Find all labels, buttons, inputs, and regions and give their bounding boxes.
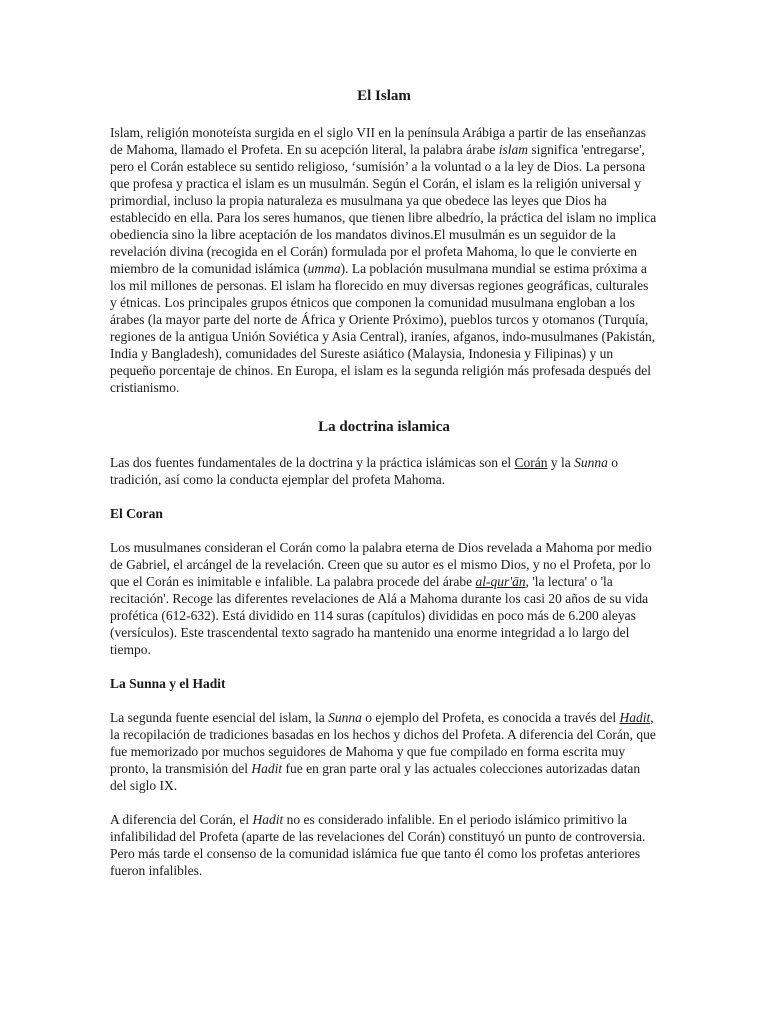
- text-run: Las dos fuentes fundamentales de la doctrina y la práctica islámicas son el: [110, 455, 515, 470]
- subsection-heading-coran: El Coran: [110, 506, 163, 521]
- text-run: La segunda fuente esencial del islam, la: [110, 710, 329, 725]
- emphasis-term: umma: [307, 261, 341, 276]
- text-run: fue en gran parte oral y las actuales colecciones autorizadas datan del siglo IX.: [110, 761, 641, 793]
- text-run: Islam, religión monoteísta surgida en el siglo VII en la península Arábiga a partir de las enseñanzas de Mahoma, llamado el Profeta. En su acepción literal, la palabra árabe: [110, 125, 646, 157]
- emphasis-term: Hadit: [251, 761, 283, 776]
- doctrina-paragraph: [110, 454, 658, 488]
- emphasis-term: Sunna: [574, 455, 608, 470]
- text-run: Los musulmanes consideran el Corán como la palabra eterna de Dios revelada a Mahoma por medio de Gabriel, el arcángel de la revelación. Creen que su autor es el mismo Dios, y no el Profeta, por lo que el Corán es inimitable e infalible. La palabra procede del árabe: [110, 540, 652, 589]
- text-run: no es considerado infalible. En el periodo islámico primitivo la infalibilidad del Profeta (aparte de las revelaciones del Corán) constituyó un punto de controversia. Pero más tarde el consenso de la comunidad islámica fue que tanto él como los profetas anteriores fueron infalibles.: [110, 812, 646, 878]
- intro-paragraph: [110, 124, 658, 396]
- text-run: o tradición, así como la conducta ejemplar del profeta Mahoma.: [110, 455, 618, 487]
- text-run: , la recopilación de tradiciones basadas en los hechos y dichos del Profeta. A diferencia del Corán, que fue memorizado por muchos seguidores de Mahoma y que fue compilado en forma escrita muy pronto, la transmisión del: [110, 710, 656, 776]
- text-run: significa 'entregarse', pero el Corán establece su sentido religioso, ‘sumisión’ a la voluntad o a la ley de Dios. La persona que profesa y practica el islam es un musulmán. Según el Corán, el islam es la religión universal y primordial, incluso la propia naturaleza es musulmana ya que obedece las leyes que Dios ha establecido en ella. Para los seres humanos, que tienen libre albedrío, la práctica del islam no implica obediencia sino la libre aceptación de los mandatos divinos.El musulmán es un seguidor de la revelación divina (recogida en el Corán) formulada por el profeta Mahoma, lo que le convierte en miembro de la comunidad islámica (: [110, 142, 657, 276]
- coran-paragraph: [110, 539, 658, 658]
- sunna-paragraph-2: [110, 811, 658, 879]
- hadit-link[interactable]: Hadit: [619, 710, 651, 725]
- page-title: El Islam: [357, 88, 411, 104]
- subsection-heading-sunna: La Sunna y el Hadit: [110, 676, 226, 691]
- coran-link[interactable]: Corán: [514, 455, 548, 470]
- emphasis-term: islam: [498, 142, 528, 157]
- text-run: , 'la lectura' o 'la recitación'. Recoge las diferentes revelaciones de Alá a Mahoma durante los casi 20 años de su vida profética (612-632). Está dividido en 114 suras (capítulos) divididas en poco más de 6.200 aleyas (versículos). Este trascendental texto sagrado ha mantenido una enorme integridad a lo largo del tiempo.: [110, 574, 649, 657]
- text-run: A diferencia del Corán, el: [110, 812, 253, 827]
- emphasis-term: Sunna: [328, 710, 362, 725]
- text-run: ). La población musulmana mundial se estima próxima a los mil millones de personas. El islam ha florecido en muy diversas regiones geográficas, culturales y étnicas. Los principales grupos étnicos que componen la comunidad musulmana engloban a los árabes (la mayor parte del norte de África y Oriente Próximo), pueblos turcos y otomanos (Turquía, regiones de la antigua Unión Soviética y Asia Central), iraníes, afganos, indo-musulmanes (Pakistán, India y Bangladesh), comunidades del Sureste asiático (Malaysia, Indonesia y Filipinas) y un pequeño porcentaje de chinos. En Europa, el islam es la segunda religión más profesada después del cristianismo.: [110, 261, 656, 395]
- section-heading-doctrina: La doctrina islamica: [318, 419, 450, 435]
- sunna-paragraph-1: [110, 709, 658, 794]
- text-run: o ejemplo del Profeta, es conocida a través del: [361, 710, 620, 725]
- emphasis-term: al-qur'ān: [475, 574, 526, 589]
- emphasis-term: Hadit: [252, 812, 284, 827]
- text-run: y la: [547, 455, 575, 470]
